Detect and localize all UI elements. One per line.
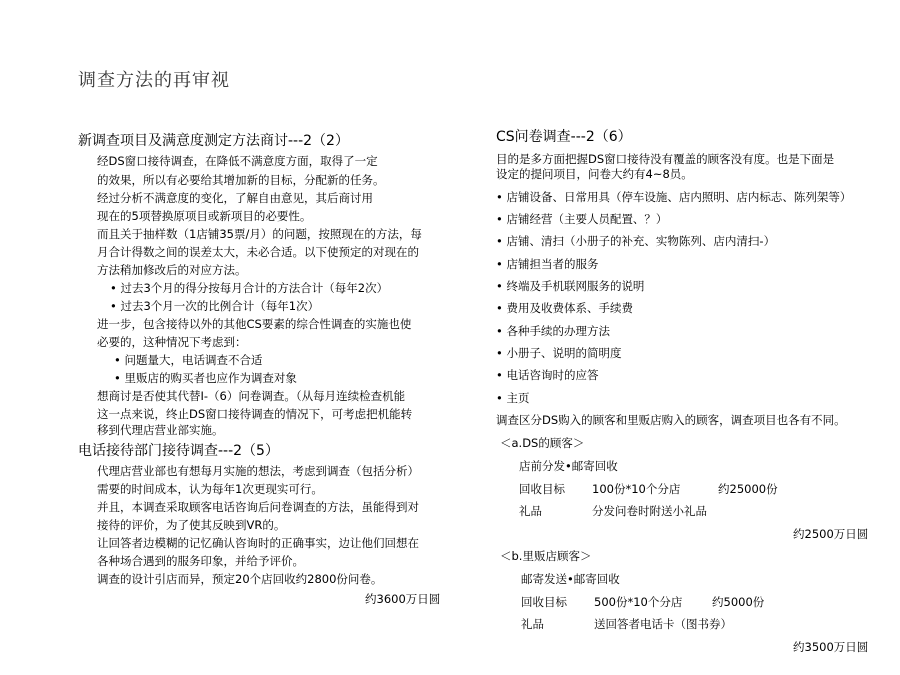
method-text: 邮寄发送•邮寄回收 [521, 572, 620, 586]
list-item: • 电话咨询时的应答 [496, 368, 599, 382]
list-item: • 过去3个月的得分按每月合计的方法合计（每年2次） [110, 281, 389, 295]
list-item: • 店铺、清扫（小册子的补充、实物陈列、店内清扫-） [496, 234, 776, 248]
text-line: 移到代理店营业部实施。 [97, 423, 224, 437]
cost-total: 约2500万日圆 [793, 527, 869, 541]
text-line: 经过分析不满意度的变化，了解自由意见，其后商讨用 [97, 191, 373, 205]
target-value: 100份*10个分店 [592, 482, 681, 496]
list-item: • 终端及手机联网服务的说明 [496, 279, 645, 293]
text-line: 代理店营业部也有想每月实施的想法，考虑到调查（包括分析） [97, 464, 419, 478]
text-line: 想商讨是否使其代替I-（6）问卷调查。（从每月连续检查机能 [97, 389, 406, 403]
gift-value: 分发问卷时附送小礼品 [592, 504, 707, 518]
list-item: • 主页 [496, 391, 530, 405]
list-item: • 小册子、说明的简明度 [496, 346, 622, 360]
text-line: 需要的时间成本，认为每年1次更现实可行。 [97, 482, 323, 496]
text-line: 让回答者边模糊的记忆确认咨询时的正确事实，边让他们回想在 [97, 536, 419, 550]
text-line: 方法稍加修改后的对应方法。 [97, 263, 247, 277]
text-line: 这一点来说，终止DS窗口接待调查的情况下，可考虑把机能转 [97, 407, 413, 421]
text-line: 并且，本调查采取顾客电话咨询后问卷调查的方法，虽能得到对 [97, 500, 419, 514]
cost-total: 约3600万日圆 [365, 592, 441, 606]
gift-value: 送回答者电话卡（图书券） [594, 617, 732, 631]
list-item: • 过去3个月一次的比例合计（每年1次） [110, 299, 320, 313]
cost-total: 约3500万日圆 [793, 640, 869, 654]
target-label: 回收目标 [519, 482, 565, 496]
list-item: • 店铺担当者的服务 [496, 257, 599, 271]
group-label-ds: ＜a.DS的顾客＞ [500, 436, 585, 450]
text-line: 经DS窗口接待调查，在降低不满意度方面，取得了一定 [97, 154, 378, 168]
text-line: 调查的设计引店而异，预定20个店回收约2800份问卷。 [97, 572, 383, 586]
list-item: • 里贩店的购买者也应作为调查对象 [114, 371, 297, 385]
method-text: 店前分发•邮寄回收 [519, 459, 618, 473]
section-heading-phone-survey: 电话接待部门接待调查---2（5） [78, 443, 279, 459]
group-label-retailer: ＜b.里贩店顾客＞ [500, 549, 592, 563]
text-line: 目的是多方面把握DS窗口接待没有覆盖的顾客没有度。也是下面是 [496, 152, 835, 166]
target-value: 500份*10个分店 [594, 595, 683, 609]
page-title: 调查方法的再审视 [78, 70, 230, 91]
list-item: • 费用及收费体系、手续费 [496, 301, 633, 315]
list-item: • 店铺经营（主要人员配置、？） [496, 212, 668, 226]
text-line: 调查区分DS购入的顾客和里贩店购入的顾客，调查项目也各有不同。 [496, 413, 846, 427]
list-item: • 问题量大，电话调查不合适 [114, 353, 263, 367]
target-total: 约25000份 [718, 482, 778, 496]
gift-label: 礼品 [521, 617, 544, 631]
text-line: 的效果，所以有必要给其增加新的目标，分配新的任务。 [97, 173, 385, 187]
text-line: 进一步，包含接待以外的其他CS要素的综合性调查的实施也使 [97, 317, 412, 331]
text-line: 现在的5项替换原项目或新项目的必要性。 [97, 209, 312, 223]
text-line: 必要的，这种情况下考虑到： [97, 335, 247, 349]
gift-label: 礼品 [519, 504, 542, 518]
text-line: 各种场合遇到的服务印象，并给予评价。 [97, 554, 304, 568]
list-item: • 店铺设备、日常用具（停车设施、店内照明、店内标志、陈列架等） [496, 190, 852, 204]
list-item: • 各种手续的办理方法 [496, 324, 610, 338]
target-total: 约5000份 [712, 595, 765, 609]
text-line: 月合计得数之间的误差太大，未必合适。以下使预定的对现在的 [97, 245, 419, 259]
text-line: 而且关于抽样数（1店铺35票/月）的问题，按照现在的方法，每 [97, 227, 422, 241]
target-label: 回收目标 [521, 595, 567, 609]
text-line: 接待的评价，为了使其反映到VR的。 [97, 518, 286, 532]
section-heading-cs-survey: CS问卷调查---2（6） [496, 129, 632, 145]
text-line: 设定的提问项目，问卷大约有4~8员。 [496, 167, 693, 181]
section-heading-new-survey: 新调查项目及满意度测定方法商讨---2（2） [78, 133, 349, 149]
